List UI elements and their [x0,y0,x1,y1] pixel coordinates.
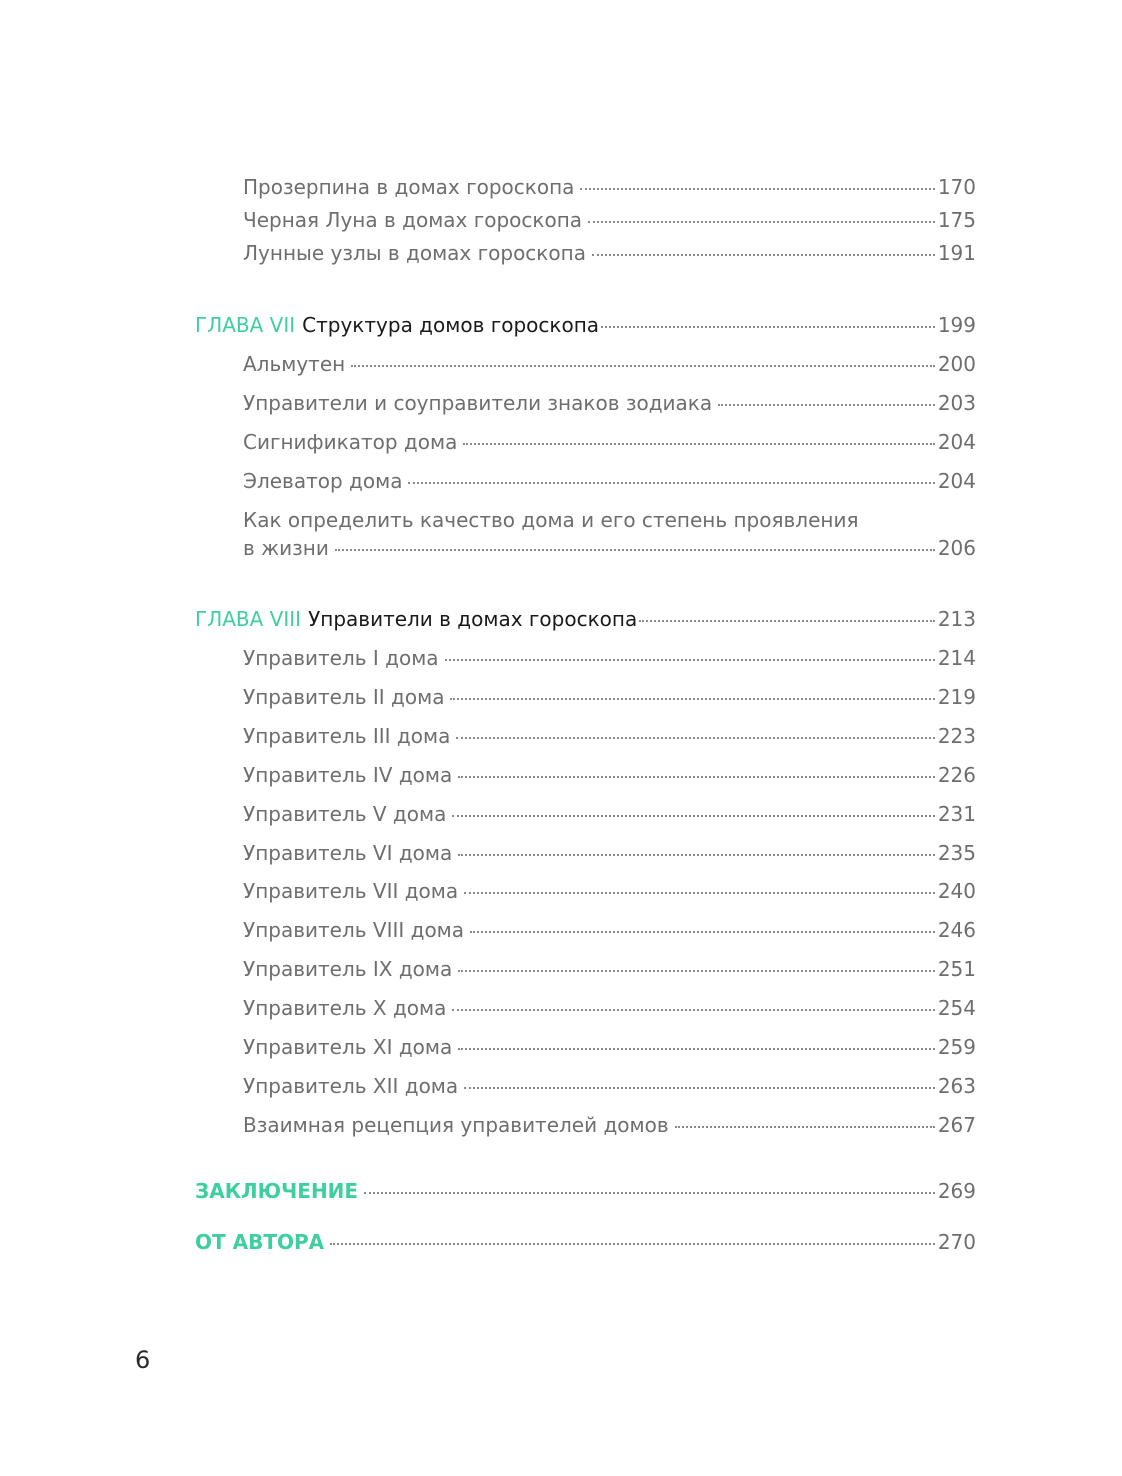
toc-entry[interactable] [243,1113,976,1137]
chapter-label: ГЛАВА VII [195,313,296,337]
entry-page: 246 [937,918,976,942]
entry-title: Лунные узлы в домах гороскопа [243,241,586,265]
leader-dots [675,1126,935,1128]
entry-title-line2: в жизни [243,536,329,560]
toc-entry[interactable] [243,1074,976,1098]
entry-title-line1: Как определить качество дома и его степень проявления [243,508,859,532]
toc-entry[interactable] [243,724,976,748]
leader-dots [588,221,935,223]
entry-page: 175 [937,208,976,232]
toc-entry[interactable] [243,879,976,903]
leader-dots [464,892,935,894]
toc-entry[interactable] [243,763,976,787]
leader-dots [351,365,935,367]
entry-page: 223 [937,724,976,748]
toc-entry[interactable] [243,469,976,493]
entry-title: Управитель XI дома [243,1035,453,1059]
toc-entry[interactable] [243,685,976,709]
entry-title: Управители и соуправители знаков зодиака [243,391,713,415]
entry-title: Управитель I дома [243,646,439,670]
entry-title: Прозерпина в домах гороскопа [243,175,575,199]
entry-title: Управитель IX дома [243,957,453,981]
leader-dots [445,659,935,661]
section-label: ОТ АВТОРА [195,1230,325,1254]
leader-dots [458,1048,935,1050]
toc-entry[interactable] [243,1035,976,1059]
entry-title: Управитель V дома [243,802,447,826]
chapter-title: Структура домов гороскопа [302,313,600,337]
entry-page: 240 [937,879,976,903]
entry-title: Альмутен [243,352,346,376]
toc-entry[interactable] [243,957,976,981]
leader-dots [450,698,934,700]
toc-entry[interactable] [243,918,976,942]
entry-page: 191 [937,241,976,265]
entry-page: 204 [937,469,976,493]
leader-dots [458,854,935,856]
entry-page: 170 [937,175,976,199]
leader-dots [470,931,935,933]
entry-page: 259 [937,1035,976,1059]
chapter-title: Управители в домах гороскопа [308,607,638,631]
entry-page: 219 [937,685,976,709]
leader-dots [464,1087,935,1089]
entry-page: 206 [937,536,976,560]
page-number: 6 [135,1346,151,1374]
entry-page: 231 [937,802,976,826]
toc-entry[interactable] [243,996,976,1020]
entry-title: Элеватор дома [243,469,403,493]
entry-title: Взаимная рецепция управителей домов [243,1113,669,1137]
entry-title: Управитель VI дома [243,841,453,865]
leader-dots [463,443,934,445]
entry-title: Управитель VII дома [243,879,459,903]
entry-page: 203 [937,391,976,415]
entry-title: Управитель VIII дома [243,918,465,942]
chapter-8-entry[interactable] [195,607,976,631]
entry-title: Управитель X дома [243,996,447,1020]
toc-entry-multiline[interactable] [243,508,976,560]
leader-dots [330,1243,935,1245]
toc-entry[interactable] [243,175,976,199]
chapter-7-entry[interactable] [195,313,976,337]
section-label: ЗАКЛЮЧЕНИЕ [195,1179,359,1203]
leader-dots [458,970,935,972]
leader-dots [456,737,934,739]
entry-title: Сигнификатор дома [243,430,458,454]
chapter-label: ГЛАВА VIII [195,607,302,631]
entry-title: Управитель XII дома [243,1074,459,1098]
entry-page: 200 [937,352,976,376]
leader-dots [335,549,935,551]
conclusion-entry[interactable] [195,1179,976,1203]
toc-entry[interactable] [243,352,976,376]
entry-page: 251 [937,957,976,981]
leader-dots [452,1009,934,1011]
entry-title: Управитель III дома [243,724,451,748]
toc-entry[interactable] [243,430,976,454]
toc-entry[interactable] [243,841,976,865]
leader-dots [452,815,934,817]
entry-page: 270 [937,1230,976,1254]
toc-entry[interactable] [243,646,976,670]
leader-dots [601,326,935,328]
toc-entry[interactable] [243,208,976,232]
entry-page: 269 [937,1179,976,1203]
leader-dots [364,1192,935,1194]
leader-dots [639,620,935,622]
entry-page: 214 [937,646,976,670]
entry-page: 199 [937,313,976,337]
toc-entry[interactable] [243,802,976,826]
from-author-entry[interactable] [195,1230,976,1254]
entry-page: 226 [937,763,976,787]
entry-page: 267 [937,1113,976,1137]
entry-page: 213 [937,607,976,631]
leader-dots [592,254,935,256]
leader-dots [408,482,934,484]
entry-page: 254 [937,996,976,1020]
entry-title: Управитель IV дома [243,763,453,787]
toc-entry[interactable] [243,241,976,265]
entry-page: 235 [937,841,976,865]
leader-dots [458,776,935,778]
entry-title: Управитель II дома [243,685,445,709]
leader-dots [718,404,935,406]
entry-page: 204 [937,430,976,454]
toc-entry[interactable] [243,391,976,415]
entry-title: Черная Луна в домах гороскопа [243,208,583,232]
entry-page: 263 [937,1074,976,1098]
leader-dots [580,188,934,190]
